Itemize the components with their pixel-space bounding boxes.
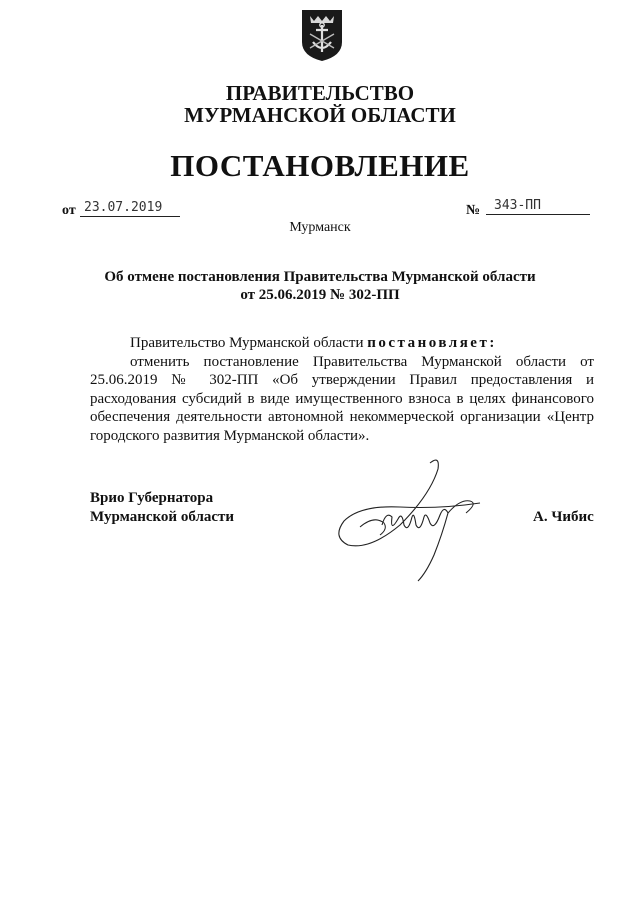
number-field: 343-ПП [486, 198, 590, 215]
signatory-position-line2: Мурманской области [90, 509, 235, 525]
date-field: 23.07.2019 [80, 200, 180, 217]
document-type-title: ПОСТАНОВЛЕНИЕ [170, 148, 470, 183]
signatory-name: А. Чибис [533, 509, 594, 525]
document-body [90, 334, 594, 445]
org-name-line1: ПРАВИТЕЛЬСТВО [225, 81, 415, 105]
preamble-paragraph [90, 334, 594, 353]
date-label: от [62, 203, 76, 218]
resolves-word: постановляет: [367, 335, 497, 351]
signatory-position-line1: Врио Губернатора [90, 490, 214, 506]
org-name-line2: МУРМАНСКОЙ ОБЛАСТИ [184, 103, 456, 127]
subject-line2: от 25.06.2019 № 302-ПП [240, 287, 400, 303]
subject-line1: Об отмене постановления Правительства Мурманской области [104, 269, 536, 285]
city: Мурманск [289, 220, 351, 235]
resolution-paragraph: отменить постановление Правительства Мурманской области от 25.06.2019 № 302-ПП «Об утверждении Правил предоставления и расходования субсидий в виде имущественного взноса в целях финансового обеспечения деятельности автономной некоммерческой организации «Центр городского развития Мурманской области». [90, 353, 594, 444]
number-label: № [466, 203, 481, 218]
handwritten-signature [330, 455, 510, 590]
preamble-text: Правительство Мурманской области [130, 335, 368, 351]
coat-of-arms-icon [300, 8, 344, 62]
